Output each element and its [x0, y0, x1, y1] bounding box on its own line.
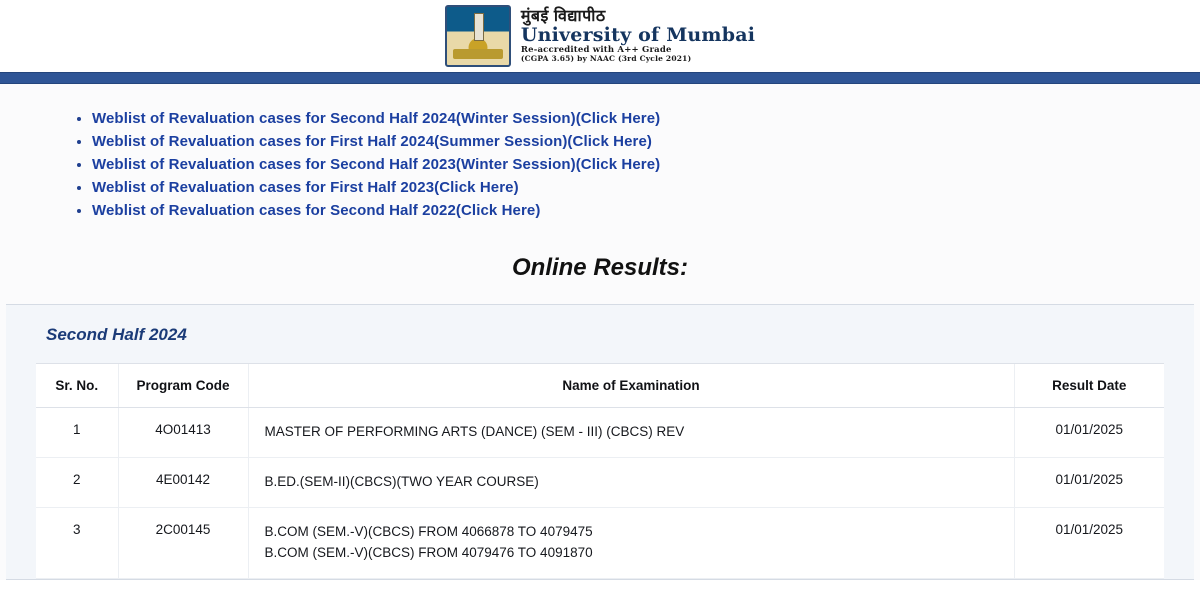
panel-title: Second Half 2024 [46, 325, 187, 344]
accreditation-line-1: Re-accredited with A++ Grade [520, 44, 672, 55]
brand-text [521, 9, 755, 63]
column-header-name-of-examination: Name of Examination [248, 364, 1014, 408]
main-content [0, 84, 1200, 580]
brand [445, 5, 755, 67]
weblist-link[interactable]: Weblist of Revaluation cases for Second Half 2023(Winter Session)(Click Here) [92, 156, 661, 173]
brand-title-hindi: मुंबई विद्यापीठ [520, 8, 606, 26]
results-table [36, 364, 1164, 579]
results-table-wrap [36, 363, 1164, 579]
header-divider-bar [0, 72, 1200, 84]
table-row[interactable] [36, 408, 1164, 458]
exam-name-line: MASTER OF PERFORMING ARTS (DANCE) (SEM - III) (CBCS) REV [264, 424, 685, 439]
accreditation-line-2: (CGPA 3.65) by NAAC (3rd Cycle 2021) [520, 53, 692, 63]
list-item[interactable] [92, 202, 1200, 220]
brand-title-english: University of Mumbai [520, 24, 756, 47]
cell-program-code: 2C00145 [118, 507, 248, 578]
cell-name-of-examination [248, 507, 1014, 578]
column-header-program-code: Program Code [118, 364, 248, 408]
cell-result-date: 01/01/2025 [1014, 457, 1164, 507]
cell-program-code: 4O01413 [118, 408, 248, 458]
column-header-sr-no: Sr. No. [36, 364, 118, 408]
weblist-links [0, 110, 1200, 220]
cell-sr-no: 2 [36, 457, 118, 507]
cell-result-date: 01/01/2025 [1014, 507, 1164, 578]
table-row[interactable] [36, 507, 1164, 578]
column-header-result-date: Result Date [1014, 364, 1164, 408]
list-item[interactable] [92, 110, 1200, 128]
cell-program-code: 4E00142 [118, 457, 248, 507]
list-item[interactable] [92, 156, 1200, 174]
weblist-link[interactable]: Weblist of Revaluation cases for First Half 2024(Summer Session)(Click Here) [92, 133, 652, 150]
exam-name-line: B.ED.(SEM-II)(CBCS)(TWO YEAR COURSE) [264, 473, 539, 489]
weblist-link[interactable]: Weblist of Revaluation cases for Second Half 2024(Winter Session)(Click Here) [92, 110, 661, 127]
page-title: Online Results: [511, 254, 689, 281]
university-crest-icon [445, 5, 511, 67]
cell-name-of-examination [248, 408, 1014, 458]
cell-sr-no: 3 [36, 507, 118, 578]
cell-name-of-examination [248, 457, 1014, 507]
list-item[interactable] [92, 179, 1200, 197]
list-item[interactable] [92, 133, 1200, 151]
site-header [0, 0, 1200, 72]
table-header-row [36, 364, 1164, 408]
cell-sr-no: 1 [36, 408, 118, 458]
results-panel [6, 304, 1194, 580]
table-row[interactable] [36, 457, 1164, 507]
weblist-link[interactable]: Weblist of Revaluation cases for First Half 2023(Click Here) [92, 179, 519, 196]
exam-name-line: B.COM (SEM.-V)(CBCS) FROM 4079476 TO 4091870 [264, 544, 593, 560]
cell-result-date: 01/01/2025 [1014, 408, 1164, 458]
exam-name-line: B.COM (SEM.-V)(CBCS) FROM 4066878 TO 4079475 [264, 523, 593, 539]
weblist-link[interactable]: Weblist of Revaluation cases for Second Half 2022(Click Here) [92, 202, 541, 219]
